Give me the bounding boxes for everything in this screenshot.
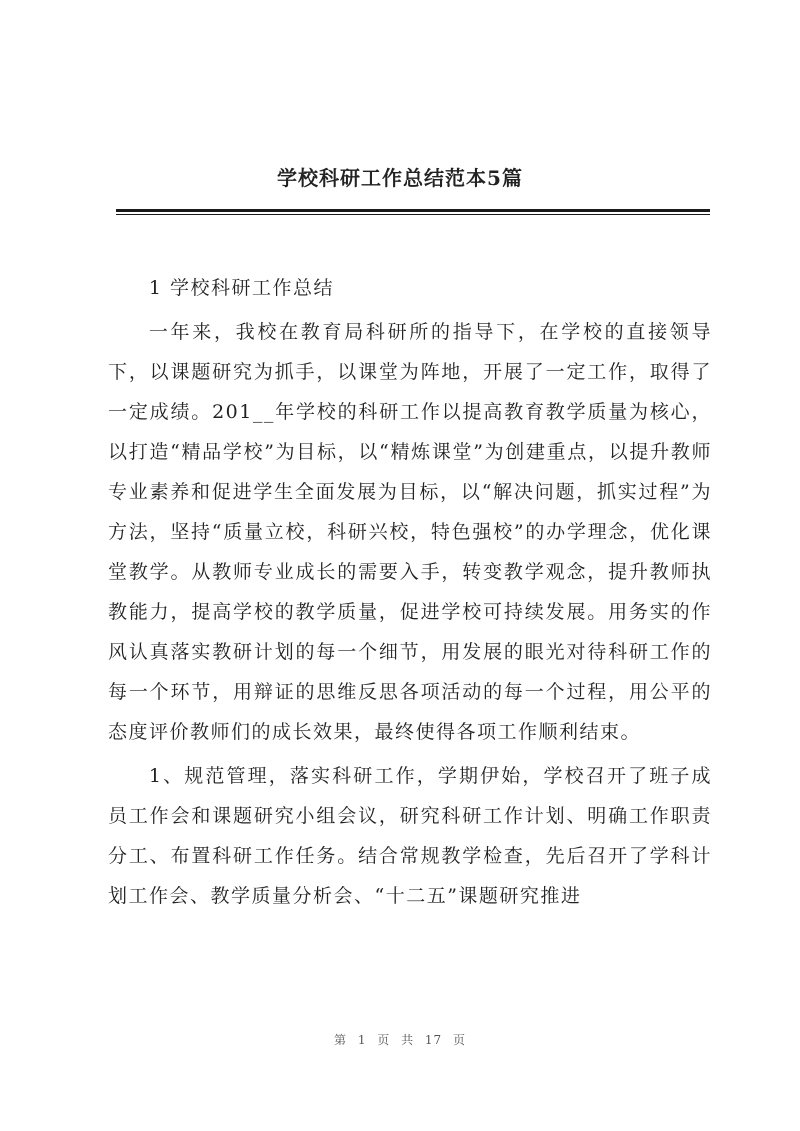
section-heading: 1 学校科研工作总结 [148,277,334,299]
document-body [108,268,712,920]
page-title: 学校科研工作总结范本5篇 [277,166,523,190]
title-divider [116,209,710,212]
title-divider-thin [116,214,710,215]
paragraph-management: 1、规范管理，落实科研工作，学期伊始，学校召开了班子成员工作会和课题研究小组会议，研究科研工作计划、明确工作职责分工、布置科研工作任务。结合常规教学检查，先后召开了学科计划工作会、教学质量分析会、“十二五”课题研究推进 [108,765,712,907]
paragraph-intro: 一年来，我校在教育局科研所的指导下，在学校的直接领导下，以课题研究为抓手，以课堂为阵地，开展了一定工作，取得了一定成绩。201__年学校的科研工作以提高教育教学质量为核心，以打造“精品学校”为目标，以“精炼课堂”为创建重点，以提升教师专业素养和促进学生全面发展为目标，以“解决问题，抓实过程”为方法，坚持“质量立校，科研兴校，特色强校”的办学理念，优化课堂教学。从教师专业成长的需要入手，转变教学观念，提升教师执教能力，提高学校的教学质量，促进学校可持续发展。用务实的作风认真落实教研计划的每一个细节，用发展的眼光对待科研工作的每一个环节，用辩证的思维反思各项活动的每一个过程，用公平的态度评价教师们的成长效果，最终使得各项工作顺利结束。 [108,321,712,743]
page-number-footer: 第 1 页 共 17 页 [334,1033,466,1047]
